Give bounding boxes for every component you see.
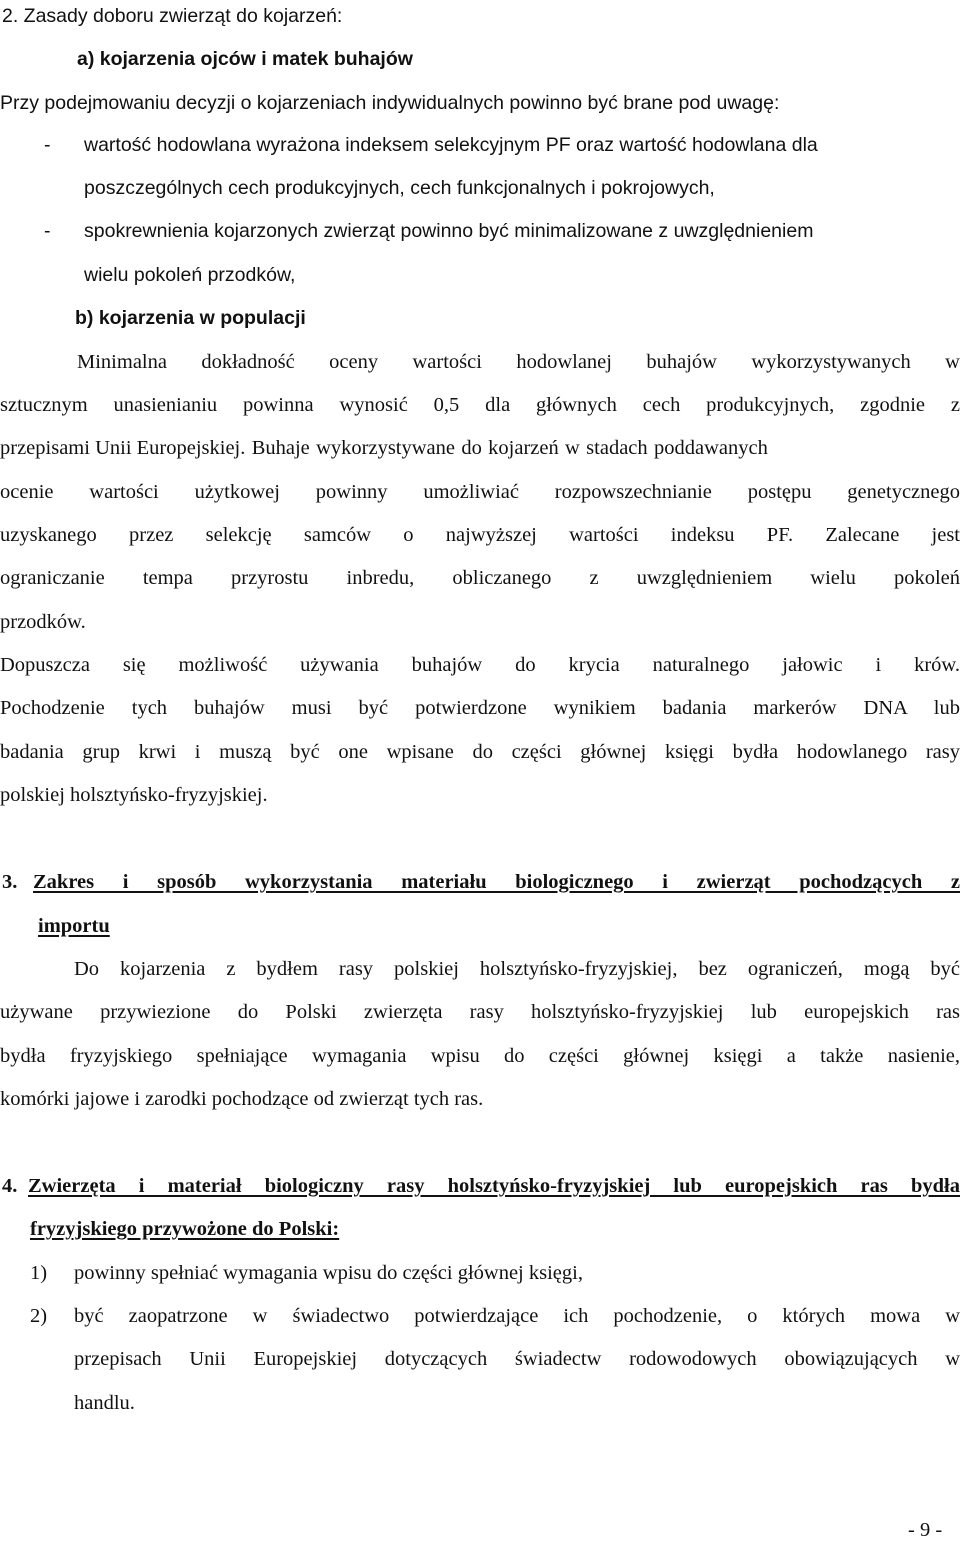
section-3-title-cont: importu (38, 915, 110, 937)
paragraph-line: sztucznym unasienianiu powinna wynosić 0,5 dla głównych cech produkcyjnych, zgodnie z (0, 394, 960, 416)
list-item-line: handlu. (74, 1392, 135, 1414)
page-number: - 9 - (908, 1519, 943, 1541)
bullet-dash: - (44, 134, 51, 156)
list-item-line: być zaopatrzone w świadectwo potwierdzające ich pochodzenie, o których mowa w (74, 1305, 960, 1327)
paragraph-line: uzyskanego przez selekcję samców o najwyższej wartości indeksu PF. Zalecane jest (0, 524, 960, 546)
list-item-number: 1) (30, 1262, 48, 1284)
subsection-b-title: b) kojarzenia w populacji (75, 307, 306, 329)
section-4-number: 4. (2, 1175, 18, 1197)
paragraph-line: Pochodzenie tych buhajów musi być potwierdzone wynikiem badania markerów DNA lub (0, 697, 960, 719)
intro-text: Przy podejmowaniu decyzji o kojarzeniach indywidualnych powinno być brane pod uwagę: (0, 92, 780, 114)
paragraph-line: bydła fryzyjskiego spełniające wymagania wpisu do części głównej księgi a także nasienie, (0, 1045, 960, 1067)
subsection-a-title: a) kojarzenia ojców i matek buhajów (77, 48, 413, 70)
paragraph-line: ocenie wartości użytkowej powinny umożliwiać rozpowszechnianie postępu genetycznego (0, 481, 960, 503)
section-2-title: 2. Zasady doboru zwierząt do kojarzeń: (2, 5, 343, 27)
list-item-line: przepisach Unii Europejskiej dotyczących świadectw rodowodowych obowiązujących w (74, 1348, 960, 1370)
bullet-dash: - (44, 220, 51, 242)
paragraph-line: przodków. (0, 611, 86, 633)
paragraph-line: komórki jajowe i zarodki pochodzące od zwierząt tych ras. (0, 1088, 484, 1110)
paragraph-line: polskiej holsztyńsko-fryzyjskiej. (0, 784, 268, 806)
paragraph-line: Do kojarzenia z bydłem rasy polskiej holsztyńsko-fryzyjskiej, bez ograniczeń, mogą być (74, 958, 960, 980)
list-item-number: 2) (30, 1305, 48, 1327)
paragraph-segment: Buhaje wykorzystywane do kojarzeń w stadach poddawanych (245, 437, 768, 459)
paragraph-line (0, 435, 960, 461)
paragraph-line: używane przywiezione do Polski zwierzęta rasy holsztyńsko-fryzyjskiej lub europejskich ras (0, 1001, 960, 1023)
bullet-line: wartość hodowlana wyrażona indeksem selekcyjnym PF oraz wartość hodowlana dla (84, 134, 818, 156)
bullet-line: wielu pokoleń przodków, (84, 264, 296, 286)
paragraph-line: Minimalna dokładność oceny wartości hodowlanej buhajów wykorzystywanych w (77, 351, 960, 373)
bullet-line: poszczególnych cech produkcyjnych, cech funkcjonalnych i pokrojowych, (84, 177, 715, 199)
paragraph-line: ograniczanie tempa przyrostu inbredu, obliczanego z uwzględnieniem wielu pokoleń (0, 567, 960, 589)
paragraph-segment: przepisami Unii Europejskiej. (0, 437, 246, 459)
section-3-number: 3. (2, 871, 18, 893)
paragraph-line: Dopuszcza się możliwość używania buhajów do krycia naturalnego jałowic i krów. (0, 654, 960, 676)
bullet-line: spokrewnienia kojarzonych zwierząt powinno być minimalizowane z uwzględnieniem (84, 220, 814, 242)
section-3-title: Zakres i sposób wykorzystania materiału biologicznego i zwierząt pochodzących z (33, 871, 960, 893)
section-4-title-cont: fryzyjskiego przywożone do Polski: (30, 1218, 340, 1240)
paragraph-line: badania grup krwi i muszą być one wpisane do części głównej księgi bydła hodowlanego rasy (0, 741, 960, 763)
section-4-title: Zwierzęta i materiał biologiczny rasy holsztyńsko-fryzyjskiej lub europejskich ras bydła (28, 1175, 960, 1197)
list-item-line: powinny spełniać wymagania wpisu do części głównej księgi, (74, 1262, 583, 1284)
